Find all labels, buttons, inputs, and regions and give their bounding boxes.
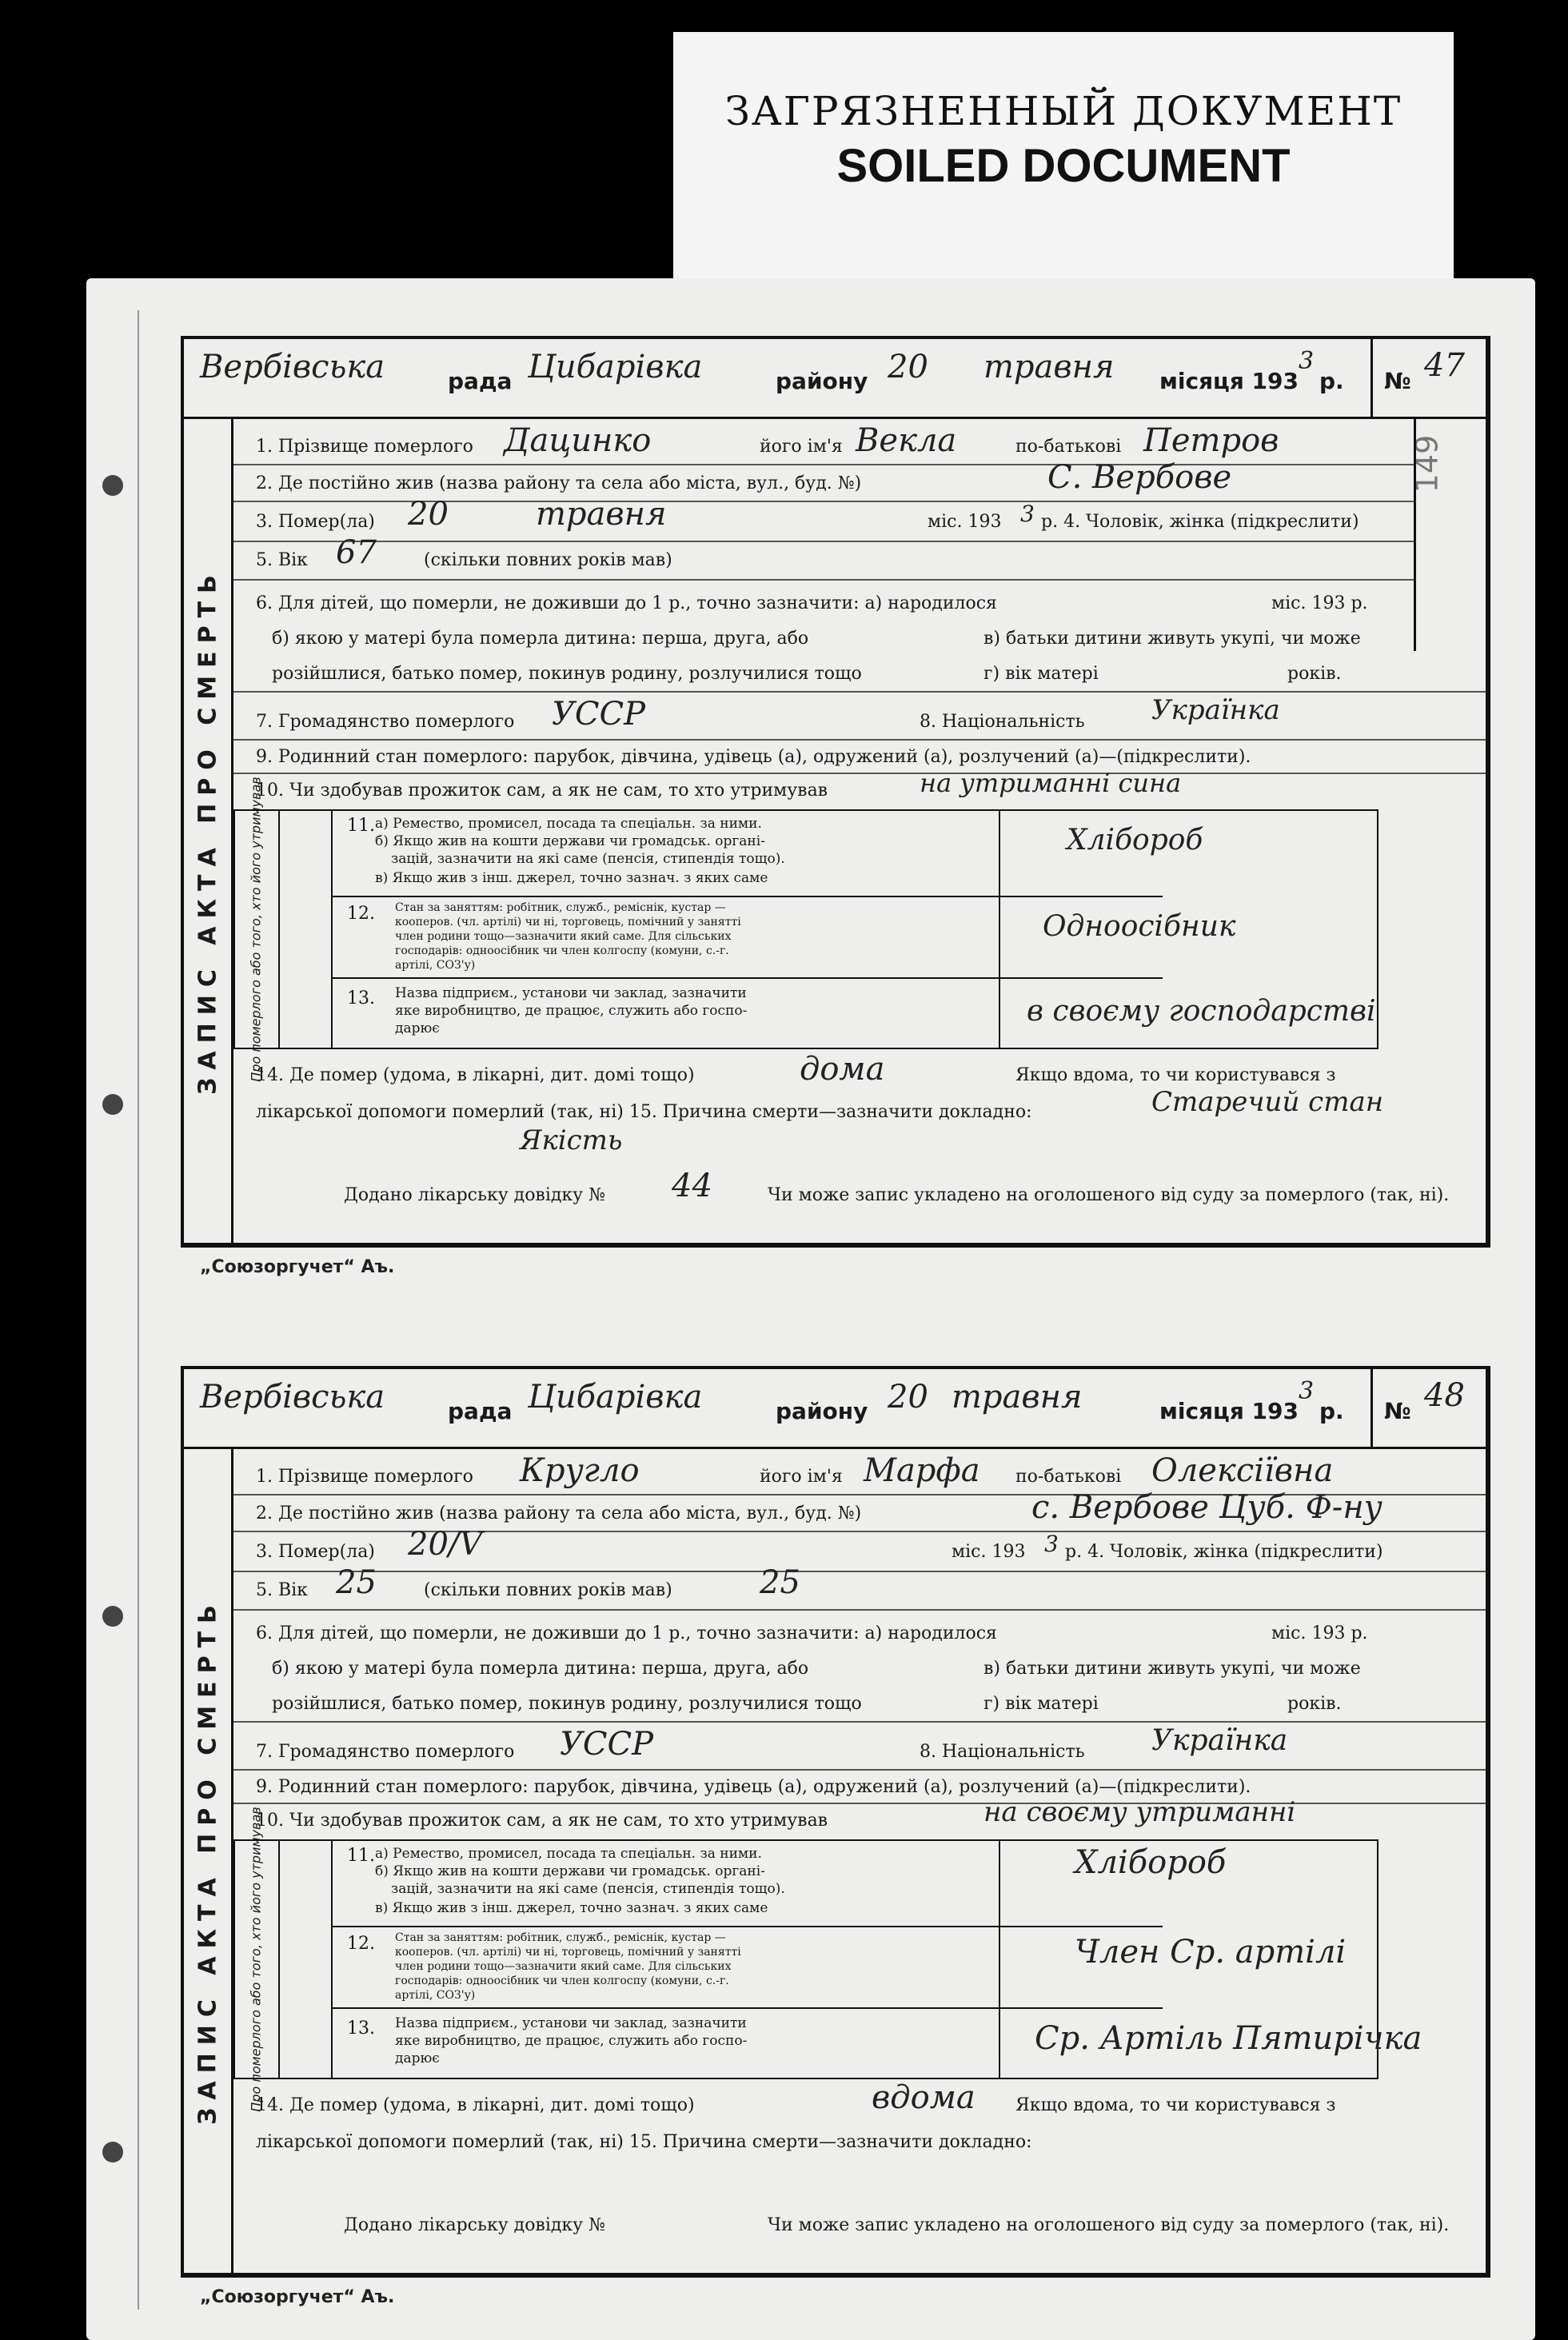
death-place-label: 14. Де помер (удома, в лікарні, дит. домі тощо) <box>256 1065 695 1085</box>
occ-num-11: 11. <box>347 816 375 836</box>
marital-label: 9. Родинний стан померлого: парубок, дівчина, удівець (а), одружений (а), розлучений (а)—(підкреслити). <box>256 747 1251 767</box>
years-label: років. <box>1287 664 1342 684</box>
name-value: Векла <box>856 422 957 459</box>
name-label: його ім'я <box>760 437 843 457</box>
workplace-value: в своєму господарстві <box>1027 995 1376 1028</box>
certificate-label: Додано лікарську довідку № <box>344 1185 605 1205</box>
patronymic-value: Олексіївна <box>1151 1452 1334 1489</box>
printer-mark: „Союзоргучет“ Аъ. <box>200 1257 395 1277</box>
citizenship-label: 7. Громадянство померлого <box>256 1742 515 1762</box>
number-label: № <box>1384 368 1411 394</box>
court-label: Чи може запис укладено на оголошеного від суду за померлого (так, ні). <box>768 2215 1450 2235</box>
residence-label: 2. Де постійно жив (назва району та села або міста, вул., буд. №) <box>256 473 862 493</box>
death-year-label: міс. 193 <box>952 1542 1026 1562</box>
month-value: травня <box>983 349 1115 385</box>
death-date-label: 3. Помер(ла) <box>256 1542 375 1562</box>
age-label: 5. Вік <box>256 1580 308 1600</box>
nationality-value: Українка <box>1151 694 1280 726</box>
parents-label-2: розійшлися, батько помер, покинув родину, розлучилися тощо <box>272 1694 862 1714</box>
occupation-box: 11. а) Ремество, промисел, посада та спеціальн. за ними. б) Якщо жив на кошти держави чи громадськ. органі- зацій, зазначити на які саме (пенсія, стипендія тощо). в) Якщо жив з інш. джерел, точно зазнач. з яких саме 12. Стан за заняттям: робітник, служб., реміснік, кустар — кооперов. (чл. артілі) чи ні, торговець, помічний у занятті член родини тощо—зазначити який саме. Для сільських господарів: одноосібник чи член колгоспу (комуни, с.-г. артілі, СОЗ'у) 13. Назва підприєм., установи чи заклад, зазначити яке виробництво, де працює, служить або госпо- дарює Хлібороб Одноосібник в своєму господарстві <box>233 809 1378 1049</box>
punch-hole <box>102 1094 123 1115</box>
death-place-label: 14. Де помер (удома, в лікарні, дит. домі тощо) <box>256 2095 695 2115</box>
record-number: 48 <box>1424 1377 1465 1414</box>
label-russian: ЗАГРЯЗНЕННЫЙ ДОКУМЕНТ <box>724 88 1402 134</box>
residence-value: с. Вербове Цуб. Ф-ну <box>1031 1489 1382 1526</box>
rada-value: Вербівська <box>200 1379 385 1416</box>
year-label: р. <box>1319 1398 1344 1424</box>
month-label: місяця 193 <box>1159 368 1299 394</box>
cause-label: лікарської допомоги померлий (так, ні) 15. Причина смерти—зазначити докладно: <box>256 2132 1032 2152</box>
occ-num-12: 12. <box>347 904 375 924</box>
rada-label: рада <box>448 368 513 394</box>
sub-side-title: Про померлого або того, хто його утримував <box>248 777 264 1082</box>
number-box <box>1371 1369 1486 1447</box>
certificate-label: Додано лікарську довідку № <box>344 2215 605 2235</box>
child-born-label: 6. Для дітей, що померли, не доживши до 1 р., точно зазначити: а) народилося <box>256 593 997 613</box>
age-words: 25 <box>760 1564 800 1601</box>
document-sheet <box>86 278 1535 2340</box>
citizenship-label: 7. Громадянство померлого <box>256 712 515 732</box>
sex-label: р. 4. Чоловік, жінка (підкреслити) <box>1041 512 1359 532</box>
nationality-label: 8. Національність <box>920 1742 1085 1762</box>
name-value: Марфа <box>864 1452 980 1489</box>
sex-label: р. 4. Чоловік, жінка (підкреслити) <box>1065 1542 1383 1562</box>
support-label: 10. Чи здобував прожиток сам, а як не сам, то хто утримував <box>256 781 828 801</box>
rayon-value: Цибарівка <box>528 1379 703 1416</box>
occupation-value: Хлібороб <box>1067 824 1203 857</box>
name-label: його ім'я <box>760 1467 843 1487</box>
year-label: р. <box>1319 368 1344 394</box>
surname-label: 1. Прізвище померлого <box>256 1467 473 1487</box>
support-label: 10. Чи здобував прожиток сам, а як не сам, то хто утримував <box>256 1811 828 1831</box>
occ-num-11: 11. <box>347 1846 375 1866</box>
occupation-box: 11. а) Ремество, промисел, посада та спеціальн. за ними. б) Якщо жив на кошти держави чи громадськ. органі- зацій, зазначити на які саме (пенсія, стипендія тощо). в) Якщо жив з інш. джерел, точно зазнач. з яких саме 12. Стан за заняттям: робітник, служб., реміснік, кустар — кооперов. (чл. артілі) чи ні, торговець, помічний у занятті член родини тощо—зазначити який саме. Для сільських господарів: одноосібник чи член колгоспу (комуни, с.-г. артілі, СОЗ'у) 13. Назва підприєм., установи чи заклад, зазначити яке виробництво, де працює, служить або госпо- дарює Хлібороб Член Ср. артілі Ср. Артіль Пятирічка <box>233 1839 1378 2079</box>
parents-label: в) батьки дитини живуть укупі, чи може <box>983 629 1361 649</box>
certificate-value: 44 <box>672 1168 712 1204</box>
margin-box <box>1414 419 1486 651</box>
age-hint: (скільки повних років мав) <box>424 1580 672 1600</box>
patronymic-label: по-батькові <box>1015 1467 1122 1487</box>
occ-11b: б) Якщо жив на кошти держави чи громадськ. органі- <box>375 833 765 849</box>
support-value: на утриманні сина <box>920 768 1182 798</box>
day-value: 20 <box>888 1379 928 1416</box>
rada-value: Вербівська <box>200 349 385 385</box>
rayon-label: району <box>776 1398 868 1424</box>
side-title: ЗАПИС АКТА ПРО СМЕРТЬ <box>194 567 221 1095</box>
medical-help-label: Якщо вдома, то чи користувався з <box>1015 1065 1336 1085</box>
cause-label: лікарської допомоги померлий (так, ні) 15. Причина смерти—зазначити докладно: <box>256 1102 1032 1122</box>
age-label: 5. Вік <box>256 550 308 570</box>
sub-side-title: Про померлого або того, хто його утримував <box>248 1807 264 2112</box>
death-year: 3 <box>1044 1531 1059 1557</box>
side-title-bar <box>184 1449 233 2273</box>
status-value: Одноосібник <box>1043 910 1236 943</box>
punch-hole <box>102 475 123 496</box>
occ-num-13: 13. <box>347 988 375 1008</box>
record-header <box>184 339 1486 419</box>
occ-11b2: зацій, зазначити на які саме (пенсія, стипендія тощо). <box>391 851 785 867</box>
parents-label: в) батьки дитини живуть укупі, чи може <box>983 1659 1361 1679</box>
age-value: 25 <box>336 1564 377 1601</box>
citizenship-value: УССР <box>560 1726 654 1763</box>
death-date-label: 3. Помер(ла) <box>256 512 375 532</box>
month-value: травня <box>952 1379 1083 1416</box>
occ-11a: а) Ремество, промисел, посада та спеціальн. за ними. <box>375 1846 762 1862</box>
citizenship-value: УССР <box>552 696 646 733</box>
surname-value: Дацинко <box>504 422 652 459</box>
occ-11c: в) Якщо жив з інш. джерел, точно зазнач. з яких саме <box>375 870 768 886</box>
residence-label: 2. Де постійно жив (назва району та села або міста, вул., буд. №) <box>256 1503 862 1523</box>
occupation-value: Хлібороб <box>1075 1844 1227 1881</box>
support-value: на своєму утриманні <box>983 1796 1296 1828</box>
patronymic-value: Петров <box>1143 422 1279 459</box>
residence-value: С. Вербове <box>1047 459 1232 496</box>
record-header <box>184 1369 1486 1449</box>
rayon-label: району <box>776 368 868 394</box>
month-label: місяця 193 <box>1159 1398 1299 1424</box>
label-english: SOILED DOCUMENT <box>836 140 1291 192</box>
rayon-value: Цибарівка <box>528 349 703 385</box>
child-born-date: міс. 193 р. <box>1271 1623 1368 1643</box>
death-day: 20/V <box>408 1526 483 1563</box>
occ-11c: в) Якщо жив з інш. джерел, точно зазнач. з яких саме <box>375 1900 768 1916</box>
age-hint: (скільки повних років мав) <box>424 550 672 570</box>
soiled-document-label <box>673 32 1454 296</box>
court-label: Чи може запис укладено на оголошеного від суду за померлого (так, ні). <box>768 1185 1450 1205</box>
marital-label: 9. Родинний стан померлого: парубок, дівчина, удівець (а), одружений (а), розлучений (а)—(підкреслити). <box>256 1777 1251 1797</box>
parents-label-2: розійшлися, батько помер, покинув родину, розлучилися тощо <box>272 664 862 684</box>
child-born-label: 6. Для дітей, що померли, не доживши до 1 р., точно зазначити: а) народилося <box>256 1623 997 1643</box>
punch-hole <box>102 2142 123 2162</box>
death-year: 3 <box>1020 501 1035 527</box>
archive-page-number: 149 <box>1409 434 1445 493</box>
number-box <box>1371 339 1486 417</box>
child-born-date: міс. 193 р. <box>1271 593 1368 613</box>
side-title-bar <box>184 419 233 1243</box>
surname-value: Кругло <box>520 1452 640 1489</box>
printer-mark: „Союзоргучет“ Аъ. <box>200 2287 395 2307</box>
year-digit: 3 <box>1299 347 1315 375</box>
death-place-value: дома <box>800 1051 885 1088</box>
day-value: 20 <box>888 349 928 385</box>
cause-value: Старечий стан <box>1151 1086 1384 1118</box>
cause-value-2: Якість <box>520 1124 623 1156</box>
workplace-value: Ср. Артіль Пятирічка <box>1035 2020 1422 2057</box>
fold-line <box>138 310 139 2310</box>
number-label: № <box>1384 1398 1411 1424</box>
occ-11b: б) Якщо жив на кошти держави чи громадськ. органі- <box>375 1863 765 1879</box>
death-record-1 <box>181 336 1490 1248</box>
punch-hole <box>102 1606 123 1627</box>
year-digit: 3 <box>1299 1377 1315 1405</box>
death-place-value: вдома <box>872 2079 976 2116</box>
record-number: 47 <box>1424 347 1465 384</box>
mother-age-label: г) вік матері <box>983 1694 1099 1714</box>
nationality-label: 8. Національність <box>920 712 1085 732</box>
occ-11a: а) Ремество, промисел, посада та спеціальн. за ними. <box>375 816 762 832</box>
child-order-label: б) якою у матері була померла дитина: перша, друга, або <box>272 629 809 649</box>
death-record-2 <box>181 1366 1490 2278</box>
surname-label: 1. Прізвище померлого <box>256 437 473 457</box>
age-value: 67 <box>336 534 377 571</box>
occ-11b2: зацій, зазначити на які саме (пенсія, стипендія тощо). <box>391 1881 785 1897</box>
medical-help-label: Якщо вдома, то чи користувався з <box>1015 2095 1336 2115</box>
child-order-label: б) якою у матері була померла дитина: перша, друга, або <box>272 1659 809 1679</box>
side-title: ЗАПИС АКТА ПРО СМЕРТЬ <box>194 1597 221 2125</box>
patronymic-label: по-батькові <box>1015 437 1122 457</box>
death-year-label: міс. 193 <box>928 512 1002 532</box>
death-month: травня <box>536 496 667 533</box>
sub-side-bar <box>233 777 280 1082</box>
rada-label: рада <box>448 1398 513 1424</box>
occ-num-13: 13. <box>347 2019 375 2039</box>
years-label: років. <box>1287 1694 1342 1714</box>
nationality-value: Українка <box>1151 1724 1288 1757</box>
mother-age-label: г) вік матері <box>983 664 1099 684</box>
occ-num-12: 12. <box>347 1934 375 1954</box>
sub-side-bar <box>233 1807 280 2112</box>
status-value: Член Ср. артілі <box>1075 1934 1347 1971</box>
death-day: 20 <box>408 496 449 533</box>
